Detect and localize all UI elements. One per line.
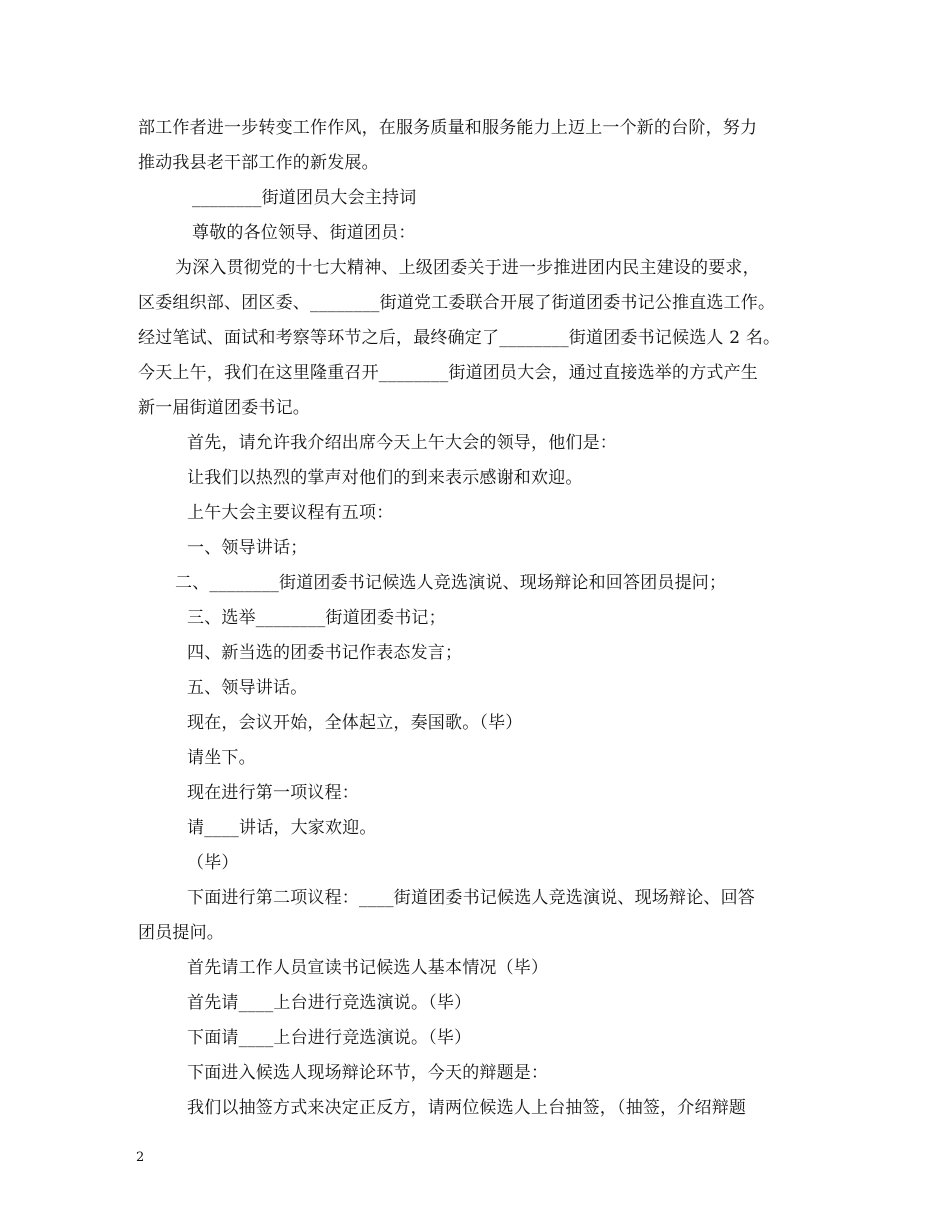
text-line: （毕） bbox=[187, 853, 239, 873]
text-line: 首先请工作人员宣读书记候选人基本情况（毕） bbox=[187, 958, 549, 978]
text-line: 首先请____上台进行竞选演说。（毕） bbox=[187, 993, 472, 1013]
text-line: 下面进行第二项议程：____街道团委书记候选人竞选演说、现场辩论、回答 bbox=[187, 888, 755, 908]
text-line: 我们以抽签方式来决定正反方，请两位候选人上台抽签，（抽签，介绍辩题 bbox=[187, 1098, 747, 1118]
text-line: 请____讲话，大家欢迎。 bbox=[187, 818, 377, 838]
text-line: 下面请____上台进行竞选演说。（毕） bbox=[187, 1028, 472, 1048]
agenda-item: 五、领导讲话。 bbox=[187, 678, 308, 698]
text-line: 部工作者进一步转变工作作风，在服务质量和服务能力上迈上一个新的台阶，努力 bbox=[138, 118, 758, 138]
text-line: 推动我县老干部工作的新发展。 bbox=[138, 153, 379, 173]
text-line: 团员提问。 bbox=[138, 923, 224, 943]
agenda-item: 三、选举________街道团委书记； bbox=[187, 608, 446, 628]
page-number: 2 bbox=[136, 1150, 145, 1165]
text-line: 请坐下。 bbox=[187, 748, 256, 768]
document-title: ________街道团员大会主持词 bbox=[192, 188, 417, 208]
agenda-item: 四、新当选的团委书记作表态发言； bbox=[187, 643, 463, 663]
text-line: 上午大会主要议程有五项： bbox=[187, 503, 394, 523]
salutation: 尊敬的各位领导、街道团员： bbox=[192, 223, 416, 243]
text-line: 下面进入候选人现场辩论环节，今天的辩题是： bbox=[187, 1063, 549, 1083]
text-line: 新一届街道团委书记。 bbox=[138, 398, 310, 418]
agenda-item: 一、领导讲话； bbox=[187, 538, 308, 558]
text-line: 区委组织部、团区委、________街道党工委联合开展了街道团委书记公推直选工作。 bbox=[138, 293, 776, 313]
text-line: 今天上午，我们在这里隆重召开________街道团员大会，通过直接选举的方式产生 bbox=[138, 363, 758, 383]
text-line: 现在进行第一项议程： bbox=[187, 783, 359, 803]
text-line: 首先，请允许我介绍出席今天上午大会的领导，他们是： bbox=[187, 433, 617, 453]
text-line: 为深入贯彻党的十七大精神、上级团委关于进一步推进团内民主建设的要求， bbox=[175, 258, 760, 278]
agenda-item: 二、________街道团委书记候选人竞选演说、现场辩论和回答团员提问； bbox=[175, 573, 727, 593]
text-line: 现在，会议开始，全体起立，奏国歌。（毕） bbox=[187, 713, 523, 733]
text-line: 经过笔试、面试和考察等环节之后，最终确定了________街道团委书记候选人 2 名。 bbox=[138, 328, 781, 348]
text-line: 让我们以热烈的掌声对他们的到来表示感谢和欢迎。 bbox=[187, 468, 583, 488]
